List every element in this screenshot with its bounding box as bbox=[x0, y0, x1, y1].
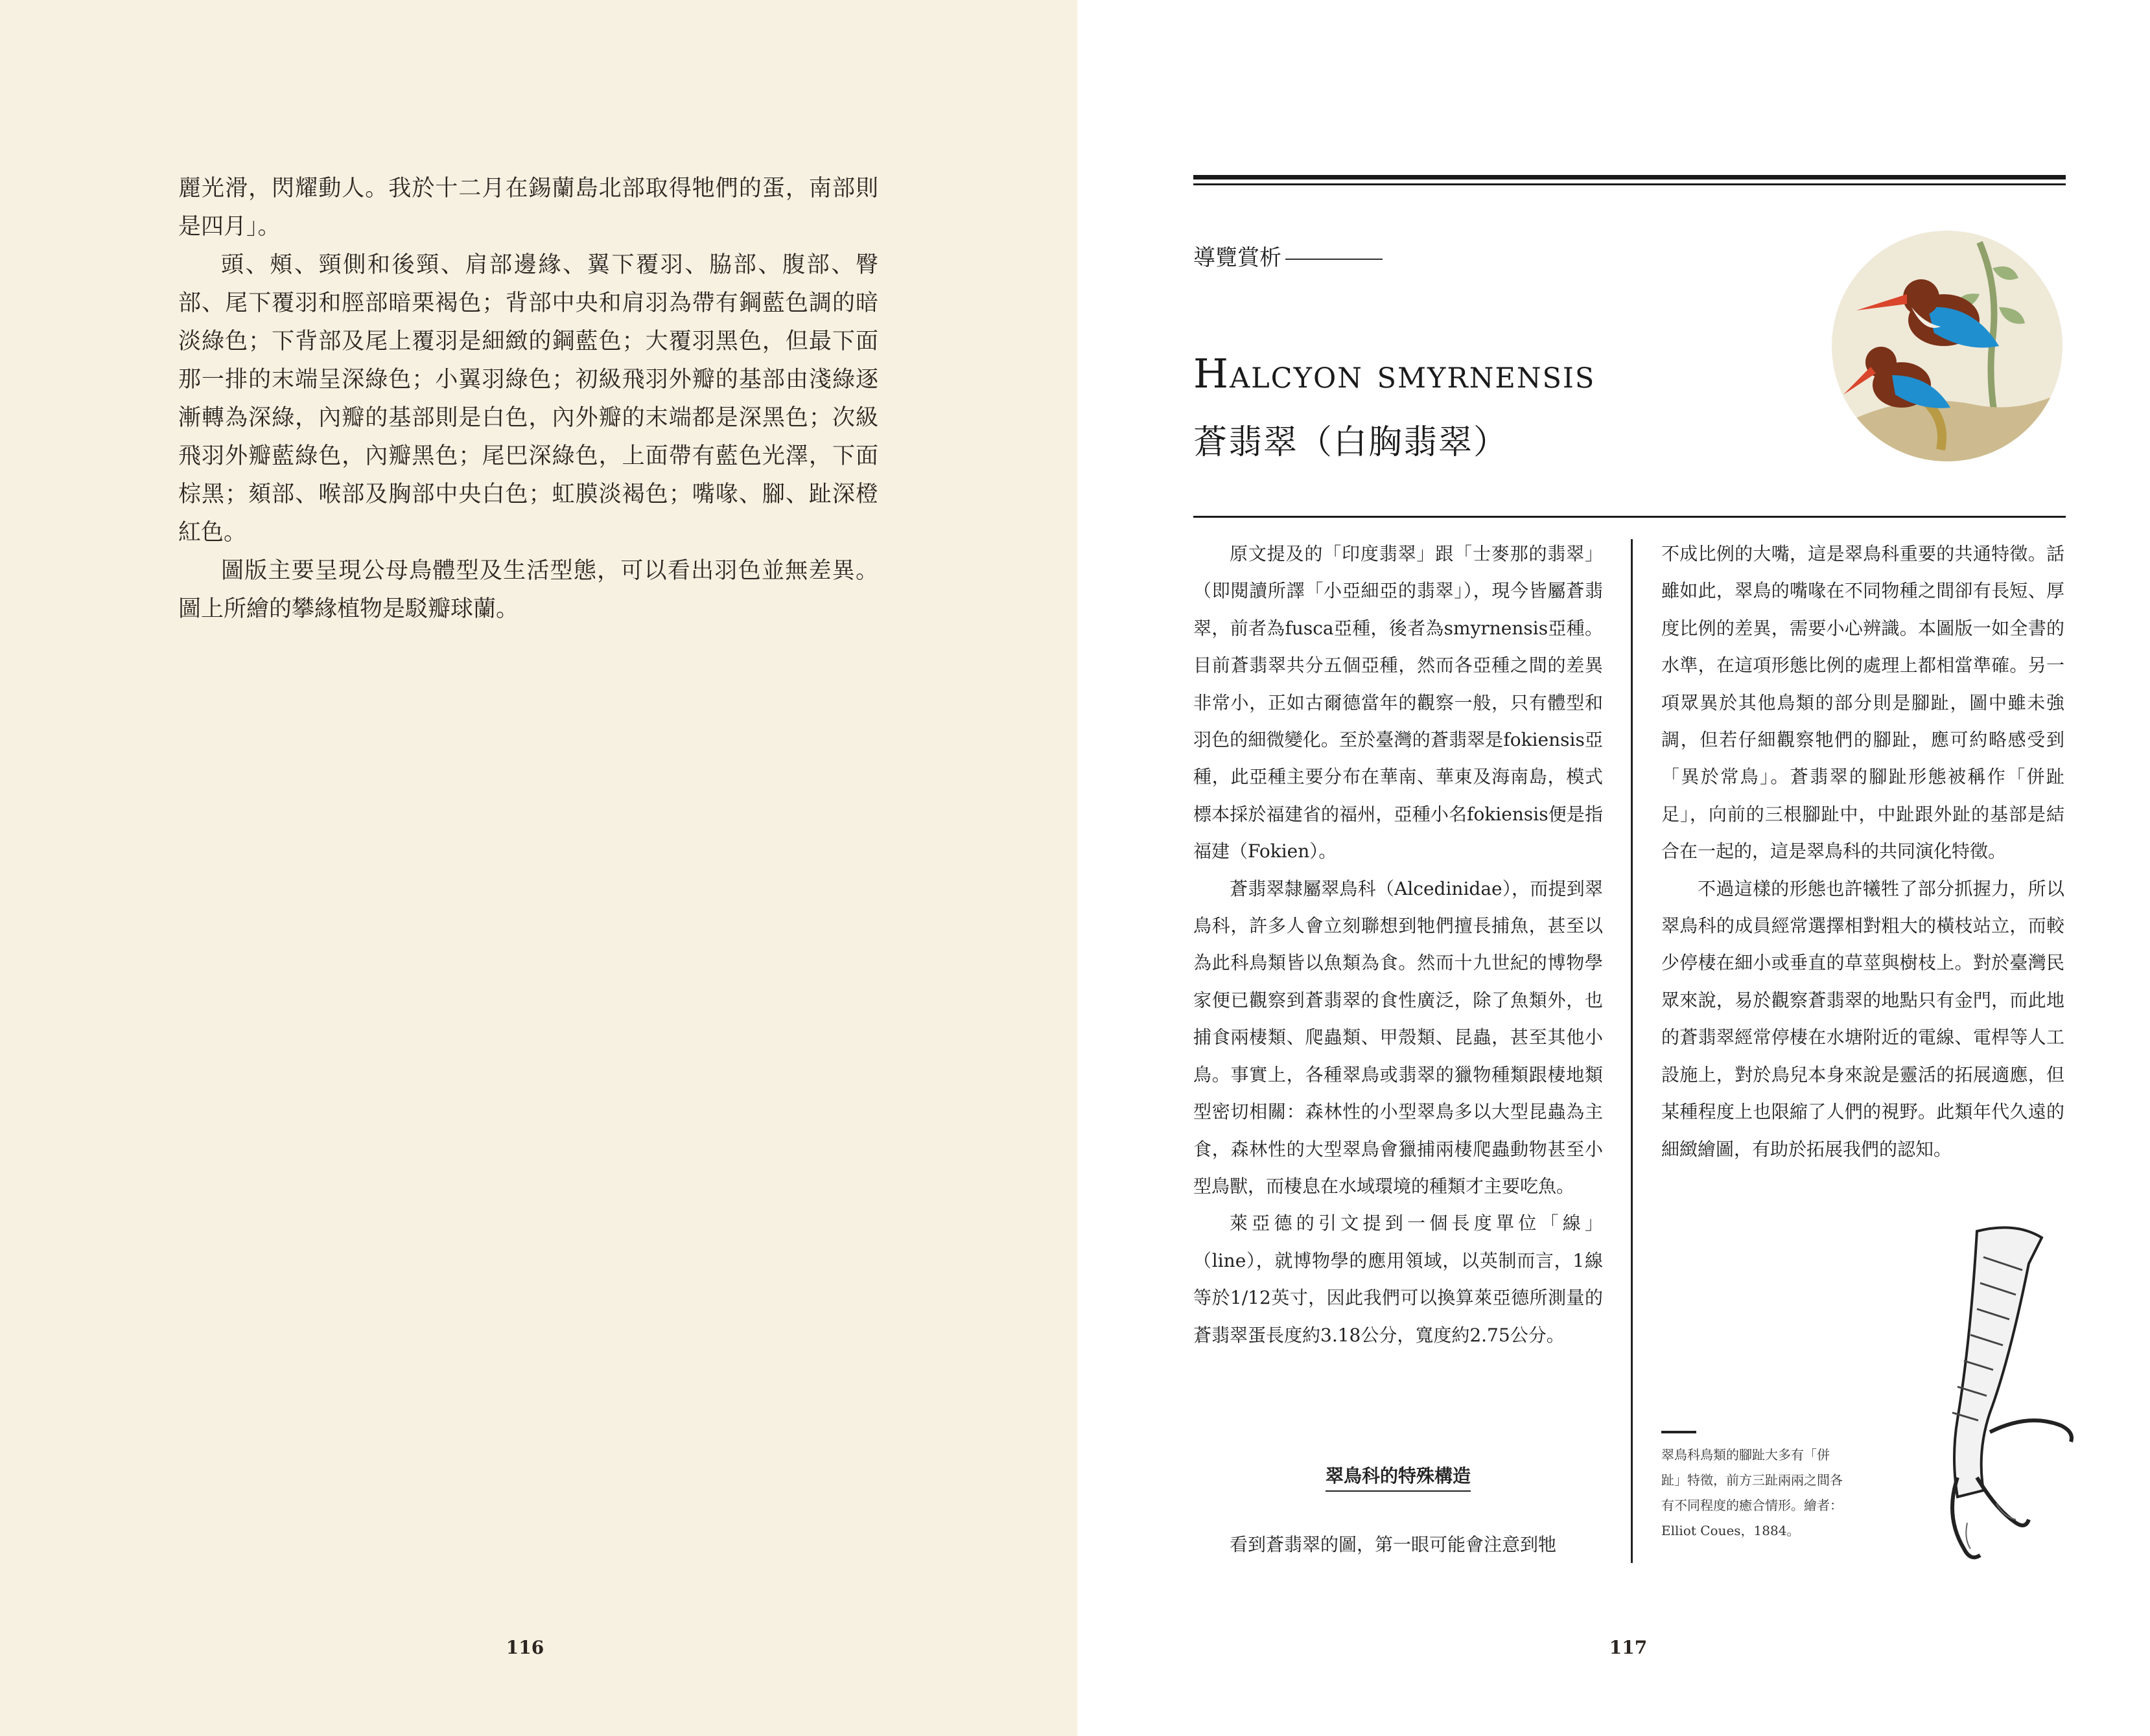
figure-caption: 翠鳥科鳥類的腳趾大多有「併趾」特徵，前方三趾兩兩之間各有不同程度的癒合情形。繪者：Elliot Coues，1884。 bbox=[1661, 1447, 1843, 1538]
caption-rule bbox=[1661, 1431, 1696, 1433]
left-page-number: 116 bbox=[506, 1637, 544, 1658]
scientific-name: Halcyon smyrnensis bbox=[1193, 350, 1596, 397]
column-a-paragraph-2: 蒼翡翠隸屬翠鳥科（Alcedinidae），而提到翠鳥科，許多人會立刻聯想到牠們擅長捕魚，甚至以為此科鳥類皆以魚類為食。然而十九世紀的博物學家便已觀察到蒼翡翠的食性廣泛，除了魚類外，也捕食兩棲類、爬蟲類、甲殼類、昆蟲，甚至其他小鳥。事實上，各種翠鳥或翡翠的獵物種類跟棲地類型密切相關：森林性的小型翠鳥多以大型昆蟲為主食，森林性的大型翠鳥會獵捕兩棲爬蟲動物甚至小型鳥獸，而棲息在水域環境的種類才主要吃魚。 bbox=[1193, 877, 1603, 1197]
foot-claw-detail bbox=[1966, 1503, 2016, 1549]
chinese-name: 蒼翡翠（白胸翡翠） bbox=[1193, 423, 1509, 462]
column-b bbox=[1661, 535, 2064, 1168]
column-a-paragraph-1: 原文提及的「印度翡翠」跟「士麥那的翡翠」（即閱讀所譯「小亞細亞的翡翠」），現今皆屬蒼翡翠，前者為fusca亞種，後者為smyrnensis亞種。目前蒼翡翠共分五個亞種，然而各亞種之間的差異非常小，正如古爾德當年的觀察一般，只有體型和羽色的細微變化。至於臺灣的蒼翡翠是fokiensis亞種，此亞種主要分布在華南、華東及海南島，模式標本採於福建省的福州，亞種小名fokiensis便是指福建（Fokien）。 bbox=[1193, 543, 1603, 862]
kingfisher-head-upper bbox=[1903, 279, 1939, 316]
left-paragraph-3: 圖版主要呈現公母鳥體型及生活型態，可以看出羽色並無差異。圖上所繪的攀緣植物是駁瓣球蘭。 bbox=[178, 558, 878, 622]
column-a-ending-line: 看到蒼翡翠的圖，第一眼可能會注意到牠 bbox=[1230, 1534, 1557, 1555]
section-label bbox=[1193, 240, 1383, 272]
foot-hind-toe bbox=[1990, 1420, 2072, 1442]
top-rule-thin bbox=[1193, 183, 2066, 185]
subheading-text: 翠鳥科的特殊構造 bbox=[1326, 1465, 1471, 1492]
column-a-paragraph-3: 萊亞德的引文提到一個長度單位「線」（line），就博物學的應用領域，以英制而言，1線等於1/12英寸，因此我們可以換算萊亞德所測量的蒼翡翠蛋長度約3.18公分，寬度約2.75公分。 bbox=[1193, 1212, 1603, 1346]
left-body-text bbox=[178, 170, 878, 629]
kingfisher-medallion bbox=[1830, 229, 2064, 463]
kingfisher-foot-illustration bbox=[1880, 1218, 2081, 1581]
column-b-paragraph-2: 不過這樣的形態也許犧牲了部分抓握力，所以翠鳥科的成員經常選擇相對粗大的橫枝站立，而較少停棲在細小或垂直的草莖與樹枝上。對於臺灣民眾來說，易於觀察蒼翡翠的地點只有金門，而此地的蒼翡翠經常停棲在水塘附近的電線、電桿等人工設施上，對於鳥兒本身來說是靈活的拓展適應，但某種程度上也限縮了人們的視野。此類年代久遠的細緻繪圖，有助於拓展我們的認知。 bbox=[1661, 877, 2064, 1160]
subheading bbox=[1193, 1462, 1603, 1488]
left-paragraph-2: 頭、頰、頸側和後頸、肩部邊緣、翼下覆羽、脇部、腹部、臀部、尾下覆羽和脛部暗栗褐色；背部中央和肩羽為帶有鋼藍色調的暗淡綠色；下背部及尾上覆羽是細緻的鋼藍色；大覆羽黑色，但最下面那一排的末端呈深綠色；小翼羽綠色；初級飛羽外瓣的基部由淺綠逐漸轉為深綠，內瓣的基部則是白色，內外瓣的末端都是深黑色；次級飛羽外瓣藍綠色，內瓣黑色；尾巴深綠色，上面帶有藍色光澤，下面棕黑；頦部、喉部及胸部中央白色；虹膜淡褐色；嘴喙、腳、趾深橙紅色。 bbox=[178, 252, 878, 546]
body-top-rule bbox=[1193, 516, 2066, 518]
column-divider bbox=[1631, 539, 1633, 1563]
column-b-paragraph-1: 不成比例的大嘴，這是翠鳥科重要的共通特徵。話雖如此，翠鳥的嘴喙在不同物種之間卻有長短、厚度比例的差異，需要小心辨識。本圖版一如全書的水準，在這項形態比例的處理上都相當準確。另一項眾異於其他鳥類的部分則是腳趾，圖中雖未強調，但若仔細觀察牠們的腳趾，應可約略感受到「異於常鳥」。蒼翡翠的腳趾形態被稱作「併趾足」，向前的三根腳趾中，中趾跟外趾的基部是結合在一起的，這是翠鳥科的共同演化特徵。 bbox=[1661, 543, 2064, 862]
foot-middle-toe bbox=[1977, 1477, 2029, 1525]
left-paragraph-1: 麗光滑，閃耀動人。我於十二月在錫蘭島北部取得牠們的蛋，南部則是四月」。 bbox=[178, 176, 878, 240]
top-rule-thick bbox=[1193, 175, 2066, 179]
section-label-text: 導覽賞析 bbox=[1193, 245, 1281, 271]
right-page-number: 117 bbox=[1609, 1637, 1648, 1658]
section-label-dash bbox=[1285, 259, 1383, 260]
column-a bbox=[1193, 535, 1603, 1354]
